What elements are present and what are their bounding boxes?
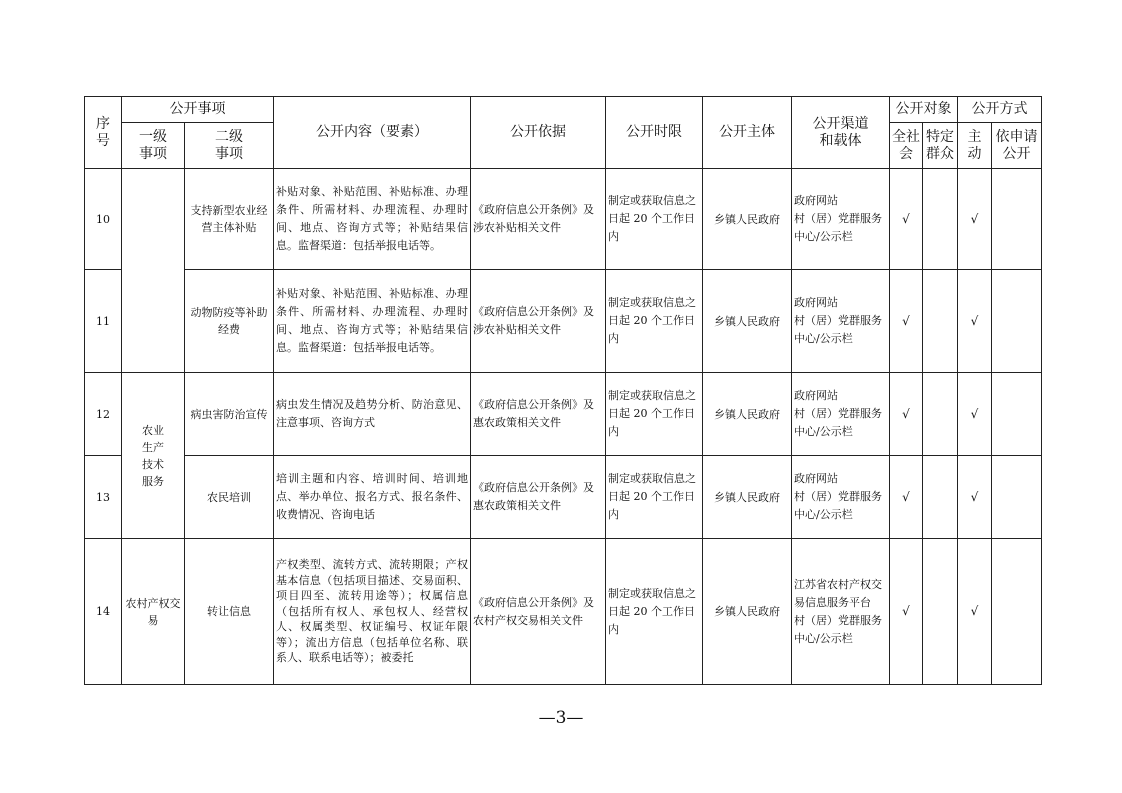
row-channel (792, 169, 890, 270)
row-level1: 农业生产技术服务 (122, 373, 185, 539)
row-channel-line: 政府网站 (794, 296, 838, 309)
row-on-request (992, 456, 1042, 539)
table-row (85, 456, 1042, 539)
row-all-society: √ (890, 270, 923, 373)
row-channel-line: 村（居）党群服务中心/公示栏 (794, 490, 882, 521)
header-subject: 公开主体 (703, 97, 792, 169)
row-time-limit: 制定或获取信息之日起 20 个工作日内 (606, 456, 703, 539)
row-channel (792, 539, 890, 685)
row-channel-line: 政府网站 (794, 389, 838, 402)
row-specific-group (923, 270, 958, 373)
row-subject: 乡镇人民政府 (703, 270, 792, 373)
row-level1: 农村产权交易 (122, 539, 185, 685)
row-active: √ (958, 169, 992, 270)
row-content: 培训主题和内容、培训时间、培训地点、举办单位、报名方式、报名条件、收费情况、咨询电话 (274, 456, 471, 539)
row-active: √ (958, 270, 992, 373)
row-specific-group (923, 539, 958, 685)
row-on-request (992, 270, 1042, 373)
row-subject: 乡镇人民政府 (703, 373, 792, 456)
row-seq: 14 (85, 539, 122, 685)
row-subject: 乡镇人民政府 (703, 169, 792, 270)
row-level2: 病虫害防治宣传 (185, 373, 274, 456)
row-subject: 乡镇人民政府 (703, 456, 792, 539)
row-channel (792, 456, 890, 539)
row-basis: 《政府信息公开条例》及涉农补贴相关文件 (471, 169, 606, 270)
row-on-request (992, 169, 1042, 270)
row-seq: 11 (85, 270, 122, 373)
header-seq: 序号 (85, 97, 122, 169)
row-channel (792, 373, 890, 456)
header-level2: 二级事项 (185, 123, 274, 169)
row-time-limit: 制定或获取信息之日起 20 个工作日内 (606, 270, 703, 373)
header-all-society: 全社会 (890, 123, 923, 169)
row-on-request (992, 539, 1042, 685)
row-level2: 动物防疫等补助经费 (185, 270, 274, 373)
disclosure-table (84, 96, 1042, 685)
row-seq: 13 (85, 456, 122, 539)
row-content: 补贴对象、补贴范围、补贴标准、办理条件、所需材料、办理流程、办理时间、地点、咨询方式等；补贴结果信息。监督渠道：包括举报电话等。 (274, 169, 471, 270)
row-content: 补贴对象、补贴范围、补贴标准、办理条件、所需材料、办理流程、办理时间、地点、咨询方式等；补贴结果信息。监督渠道：包括举报电话等。 (274, 270, 471, 373)
row-specific-group (923, 169, 958, 270)
header-level1: 一级事项 (122, 123, 185, 169)
row-level1-empty (122, 169, 185, 373)
row-all-society: √ (890, 373, 923, 456)
row-basis: 《政府信息公开条例》及惠农政策相关文件 (471, 373, 606, 456)
row-channel-line: 村（居）党群服务中心/公示栏 (794, 212, 882, 243)
row-channel-line: 村（居）党群服务中心/公示栏 (794, 613, 882, 645)
row-channel-line: 政府网站 (794, 194, 838, 207)
row-all-society: √ (890, 539, 923, 685)
row-level2: 支持新型农业经营主体补贴 (185, 169, 274, 270)
row-time-limit: 制定或获取信息之日起 20 个工作日内 (606, 169, 703, 270)
row-specific-group (923, 456, 958, 539)
header-on-request: 依申请公开 (992, 123, 1042, 169)
row-channel (792, 270, 890, 373)
header-method: 公开方式 (958, 97, 1042, 123)
header-channel: 公开渠道和载体 (792, 97, 890, 169)
header-content: 公开内容（要素） (274, 97, 471, 169)
row-basis: 《政府信息公开条例》及惠农政策相关文件 (471, 456, 606, 539)
row-time-limit: 制定或获取信息之日起 20 个工作日内 (606, 373, 703, 456)
row-content: 病虫发生情况及趋势分析、防治意见、注意事项、咨询方式 (274, 373, 471, 456)
row-active: √ (958, 456, 992, 539)
header-basis: 公开依据 (471, 97, 606, 169)
table-row (85, 373, 1042, 456)
row-all-society: √ (890, 456, 923, 539)
header-specific-group: 特定群众 (923, 123, 958, 169)
header-items: 公开事项 (122, 97, 274, 123)
header-active: 主动 (958, 123, 992, 169)
row-all-society: √ (890, 169, 923, 270)
row-time-limit: 制定或获取信息之日起 20 个工作日内 (606, 539, 703, 685)
row-channel-line: 江苏省农村产权交易信息服务平台 (794, 577, 882, 609)
table-row (85, 169, 1042, 270)
header-target: 公开对象 (890, 97, 958, 123)
header-time-limit: 公开时限 (606, 97, 703, 169)
table-row (85, 539, 1042, 685)
row-active: √ (958, 539, 992, 685)
row-basis: 《政府信息公开条例》及农村产权交易相关文件 (471, 539, 606, 685)
row-level2: 农民培训 (185, 456, 274, 539)
row-channel-line: 政府网站 (794, 472, 838, 485)
row-basis: 《政府信息公开条例》及涉农补贴相关文件 (471, 270, 606, 373)
row-active: √ (958, 373, 992, 456)
page-number: —3— (538, 708, 584, 728)
row-content: 产权类型、流转方式、流转期限；产权基本信息（包括项目描述、交易面积、项目四至、流转用途等）；权属信息（包括所有权人、承包权人、经营权人、权属类型、权证编号、权证年限等）；流出方信息（包括单位名称、联系人、联系电话等）；被委托 (274, 539, 471, 685)
row-seq: 12 (85, 373, 122, 456)
row-subject: 乡镇人民政府 (703, 539, 792, 685)
row-channel-line: 村（居）党群服务中心/公示栏 (794, 314, 882, 345)
row-on-request (992, 373, 1042, 456)
table-row (85, 270, 1042, 373)
row-level2: 转让信息 (185, 539, 274, 685)
row-channel-line: 村（居）党群服务中心/公示栏 (794, 407, 882, 438)
row-specific-group (923, 373, 958, 456)
row-seq: 10 (85, 169, 122, 270)
